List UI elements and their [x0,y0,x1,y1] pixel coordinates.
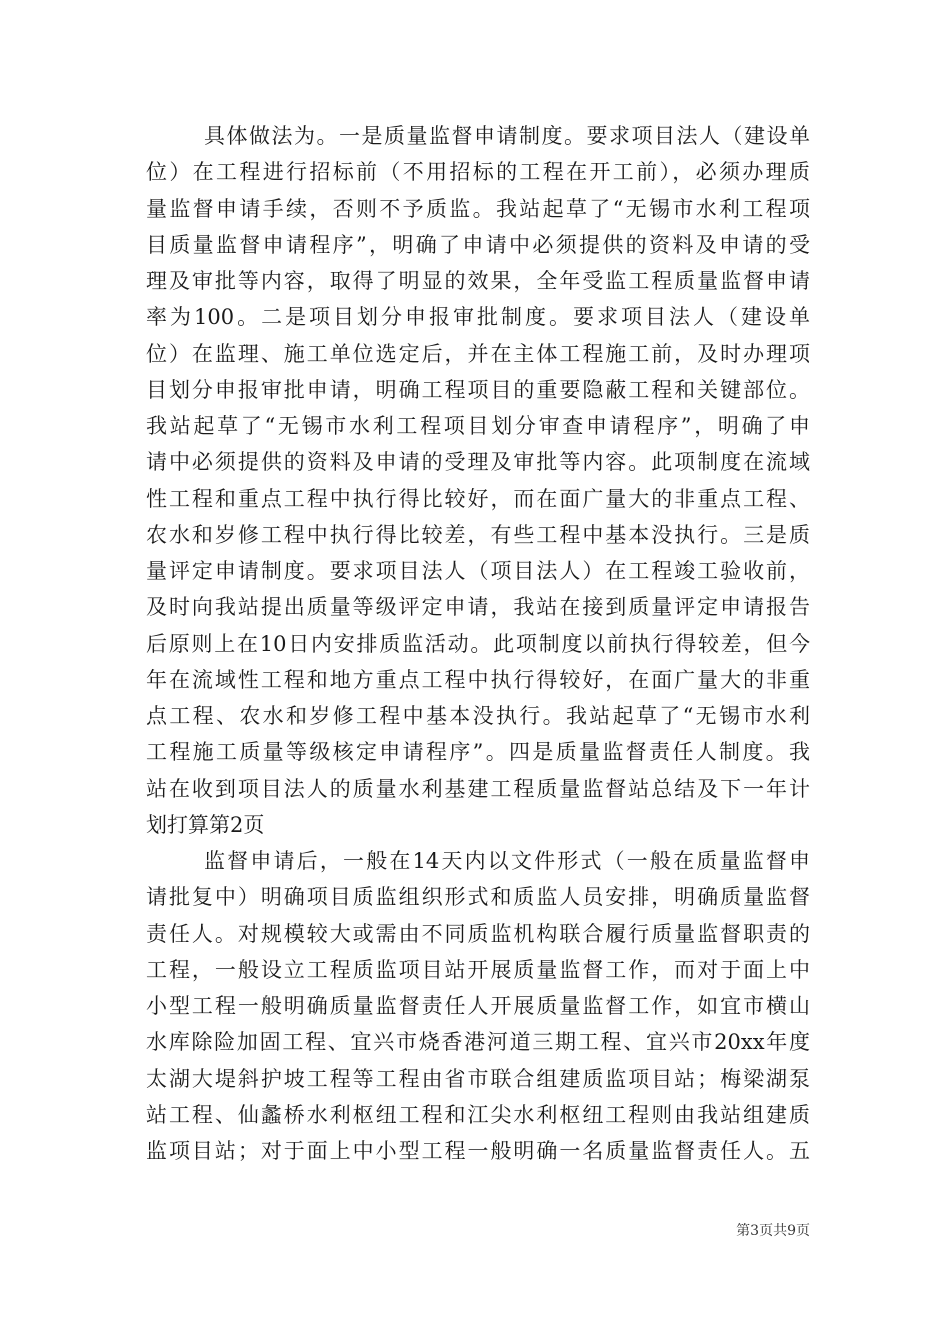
text-line: 率为100。二是项目划分申报审批制度。要求项目法人（建设单 [146,305,810,330]
text-line: 太湖大堤斜护坡工程等工程由省市联合组建质监项目站；梅梁湖泵 [146,1066,810,1091]
text-line: 位）在监理、施工单位选定后，并在主体工程施工前，及时办理项 [146,341,810,366]
paragraph-2 [146,843,810,1169]
text-line: 请批复中）明确项目质监组织形式和质监人员安排，明确质量监督 [146,885,810,910]
text-line: 年在流域性工程和地方重点工程中执行得较好，在面广量大的非重 [146,667,810,692]
text-line: 我站起草了“无锡市水利工程项目划分审查申请程序”，明确了申 [146,414,810,438]
text-line: 目划分申报审批申请，明确工程项目的重要隐蔽工程和关键部位。 [146,377,810,402]
paragraph-1 [146,118,810,843]
page-indicator: 第3页共9页 [736,1223,810,1239]
text-line: 理及审批等内容，取得了明显的效果，全年受监工程质量监督申请 [146,269,810,293]
text-line: 划打算第2页 [146,812,265,837]
text-line: 后原则上在10日内安排质监活动。此项制度以前执行得较差，但今 [146,631,810,656]
text-line: 位）在工程进行招标前（不用招标的工程在开工前），必须办理质 [146,160,810,185]
document-body [146,118,810,1169]
text-line: 监督申请后，一般在14天内以文件形式（一般在质量监督申 [204,849,810,873]
text-line: 量监督申请手续，否则不予质监。我站起草了“无锡市水利工程项 [146,196,810,221]
text-line: 具体做法为。一是质量监督申请制度。要求项目法人（建设单 [204,124,810,148]
text-line: 小型工程一般明确质量监督责任人开展质量监督工作，如宜市横山 [146,994,810,1018]
text-line: 工程施工质量等级核定申请程序”。四是质量监督责任人制度。我 [146,740,810,765]
text-line: 水库除险加固工程、宜兴市烧香港河道三期工程、宜兴市20xx年度 [146,1030,810,1055]
text-line: 点工程、农水和岁修工程中基本没执行。我站起草了“无锡市水利 [146,704,810,728]
text-line: 及时向我站提出质量等级评定申请，我站在接到质量评定申请报告 [146,595,810,620]
text-line: 农水和岁修工程中执行得比较差，有些工程中基本没执行。三是质 [146,522,810,547]
text-line: 责任人。对规模较大或需由不同质监机构联合履行质量监督职责的 [146,921,810,946]
text-line: 工程，一般设立工程质监项目站开展质量监督工作，而对于面上中 [146,957,810,982]
text-line: 站在收到项目法人的质量水利基建工程质量监督站总结及下一年计 [146,776,810,801]
text-line: 目质量监督申请程序”，明确了申请中必须提供的资料及申请的受 [146,232,810,257]
text-line: 监项目站；对于面上中小型工程一般明确一名质量监督责任人。五 [146,1139,810,1163]
text-line: 性工程和重点工程中执行得比较好，而在面广量大的非重点工程、 [146,486,810,511]
text-line: 站工程、仙蠡桥水利枢纽工程和江尖水利枢纽工程则由我站组建质 [146,1102,810,1127]
text-line: 量评定申请制度。要求项目法人（项目法人）在工程竣工验收前， [146,559,810,583]
text-line: 请中必须提供的资料及申请的受理及审批等内容。此项制度在流域 [146,450,810,475]
